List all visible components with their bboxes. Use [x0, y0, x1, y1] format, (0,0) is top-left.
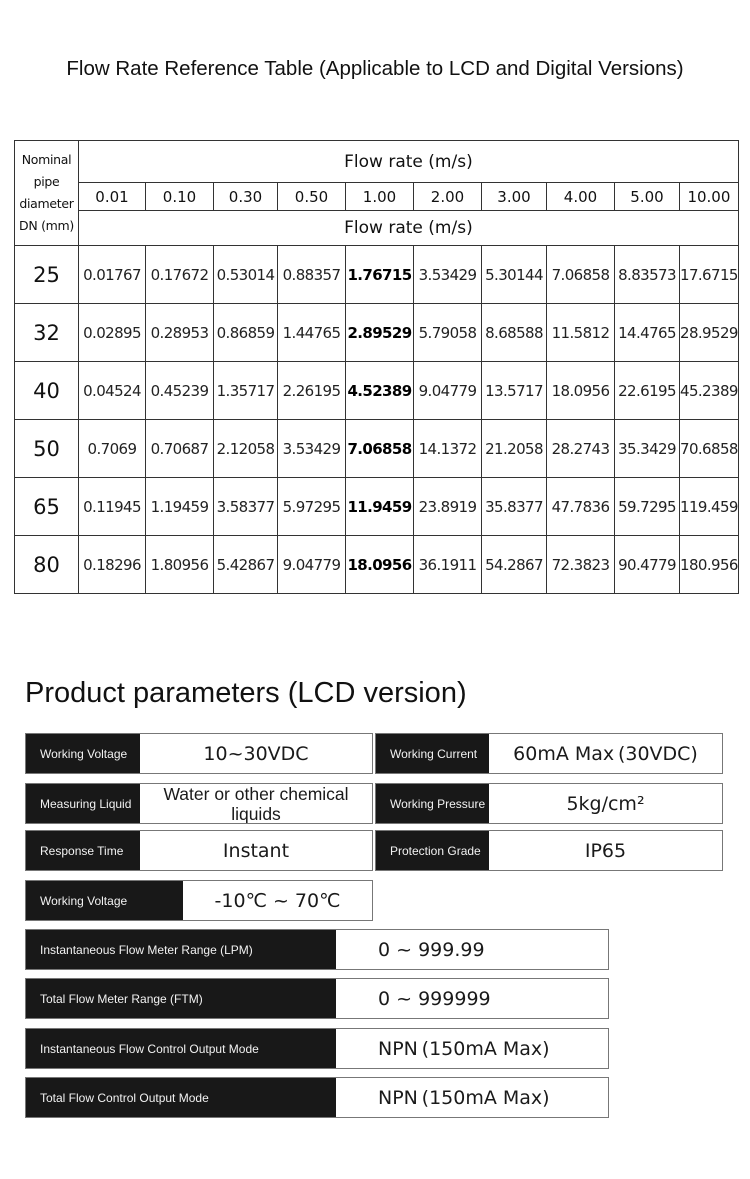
table-cell: 14.4765: [615, 304, 680, 362]
param-working-pressure: [375, 783, 723, 824]
table-cell: 1.35717: [214, 362, 278, 420]
param-value: 10~30VDC: [203, 742, 309, 765]
table-cell: 0.88357: [278, 246, 346, 304]
param-label: Total Flow Control Output Mode: [26, 1078, 336, 1117]
flow-rate-header: Flow rate (m/s): [79, 141, 739, 183]
dn-cell: 32: [15, 304, 79, 362]
table-cell: 90.4779: [615, 536, 680, 594]
param-value: Instant: [222, 839, 290, 862]
param-total-output: [25, 1077, 609, 1118]
table-title: Flow Rate Reference Table (Applicable to LCD and Digital Versions): [66, 57, 684, 80]
table-cell: 5.79058: [414, 304, 482, 362]
param-measuring-liquid: [25, 783, 373, 824]
rate-header-cell: 4.00: [547, 183, 615, 211]
table-cell: 18.0956: [547, 362, 615, 420]
param-label: Working Pressure: [376, 784, 489, 823]
table-cell: 119.459: [680, 478, 739, 536]
param-total-range: [25, 978, 609, 1019]
dn-header: Nominal pipe diameter DN (mm): [15, 141, 79, 246]
rate-header-cell: 3.00: [482, 183, 547, 211]
dn-cell: 40: [15, 362, 79, 420]
table-cell: 5.30144: [482, 246, 547, 304]
table-cell: 7.06858: [346, 420, 414, 478]
rate-header-cell: 5.00: [615, 183, 680, 211]
table-cell: 14.1372: [414, 420, 482, 478]
table-cell: 2.89529: [346, 304, 414, 362]
table-cell: 1.80956: [146, 536, 214, 594]
param-working-voltage: [25, 733, 373, 774]
table-cell: 5.42867: [214, 536, 278, 594]
param-instantaneous-range: [25, 929, 609, 970]
param-label: Working Current: [376, 734, 489, 773]
param-value: Water or other chemical liquids: [163, 783, 349, 824]
table-cell: 23.8919: [414, 478, 482, 536]
table-cell: 13.5717: [482, 362, 547, 420]
table-cell: 1.19459: [146, 478, 214, 536]
rate-header-cell: 0.10: [146, 183, 214, 211]
table-cell: 70.6858: [680, 420, 739, 478]
table-row: [15, 246, 739, 304]
param-label: Instantaneous Flow Meter Range (LPM): [26, 930, 336, 969]
param-instantaneous-output: [25, 1028, 609, 1069]
table-cell: 11.5812: [547, 304, 615, 362]
param-value: -10℃ ~ 70℃: [214, 889, 341, 912]
rate-header-row: [15, 183, 739, 211]
param-value: NPN (150mA Max): [378, 1037, 550, 1060]
table-cell: 0.45239: [146, 362, 214, 420]
table-cell: 11.9459: [346, 478, 414, 536]
table-cell: 72.3823: [547, 536, 615, 594]
dn-cell: 25: [15, 246, 79, 304]
param-value: 5kg/cm²: [566, 792, 645, 815]
table-cell: 18.0956: [346, 536, 414, 594]
dn-cell: 65: [15, 478, 79, 536]
param-protection-grade: [375, 830, 723, 871]
flow-table-body: [15, 246, 739, 594]
param-label: Working Voltage: [26, 734, 140, 773]
table-cell: 59.7295: [615, 478, 680, 536]
table-cell: 22.6195: [615, 362, 680, 420]
param-working-current: [375, 733, 723, 774]
flow-rate-table: [14, 140, 739, 594]
table-cell: 8.68588: [482, 304, 547, 362]
table-cell: 0.04524: [79, 362, 146, 420]
param-value: 0 ~ 999999: [378, 987, 491, 1010]
rate-header-cell: 0.30: [214, 183, 278, 211]
table-cell: 5.97295: [278, 478, 346, 536]
table-cell: 3.53429: [278, 420, 346, 478]
table-row: [15, 536, 739, 594]
table-cell: 35.8377: [482, 478, 547, 536]
param-label: Response Time: [26, 831, 140, 870]
table-cell: 4.52389: [346, 362, 414, 420]
table-cell: 1.76715: [346, 246, 414, 304]
param-temperature: [25, 880, 373, 921]
table-cell: 0.02895: [79, 304, 146, 362]
table-cell: 0.86859: [214, 304, 278, 362]
table-cell: 0.01767: [79, 246, 146, 304]
param-label: Measuring Liquid: [26, 784, 140, 823]
dn-cell: 50: [15, 420, 79, 478]
table-row: [15, 478, 739, 536]
rate-header-cell: 2.00: [414, 183, 482, 211]
table-cell: 0.11945: [79, 478, 146, 536]
flow-rate-header-secondary: Flow rate (m/s): [79, 211, 739, 246]
table-cell: 17.6715: [680, 246, 739, 304]
param-label: Working Voltage: [26, 881, 183, 920]
table-cell: 3.58377: [214, 478, 278, 536]
table-cell: 180.956: [680, 536, 739, 594]
table-cell: 0.17672: [146, 246, 214, 304]
table-cell: 0.70687: [146, 420, 214, 478]
table-cell: 28.2743: [547, 420, 615, 478]
table-cell: 2.12058: [214, 420, 278, 478]
table-cell: 47.7836: [547, 478, 615, 536]
param-label: Total Flow Meter Range (FTM): [26, 979, 336, 1018]
table-cell: 1.44765: [278, 304, 346, 362]
param-value: NPN (150mA Max): [378, 1086, 550, 1109]
table-cell: 9.04779: [278, 536, 346, 594]
rate-header-cell: 0.50: [278, 183, 346, 211]
param-value: 60mA Max (30VDC): [513, 742, 698, 765]
param-label: Protection Grade: [376, 831, 489, 870]
dn-cell: 80: [15, 536, 79, 594]
table-cell: 7.06858: [547, 246, 615, 304]
table-cell: 45.2389: [680, 362, 739, 420]
param-value: IP65: [584, 839, 627, 862]
table-cell: 9.04779: [414, 362, 482, 420]
table-row: [15, 362, 739, 420]
params-heading: Product parameters (LCD version): [25, 677, 467, 709]
param-label: Instantaneous Flow Control Output Mode: [26, 1029, 336, 1068]
param-value: 0 ~ 999.99: [378, 938, 485, 961]
table-cell: 0.53014: [214, 246, 278, 304]
rate-header-cell: 1.00: [346, 183, 414, 211]
table-cell: 0.18296: [79, 536, 146, 594]
rate-header-cell: 0.01: [79, 183, 146, 211]
table-cell: 3.53429: [414, 246, 482, 304]
table-cell: 21.2058: [482, 420, 547, 478]
rate-header-cell: 10.00: [680, 183, 739, 211]
table-cell: 8.83573: [615, 246, 680, 304]
table-cell: 2.26195: [278, 362, 346, 420]
table-cell: 36.1911: [414, 536, 482, 594]
param-response-time: [25, 830, 373, 871]
table-row: [15, 304, 739, 362]
table-cell: 28.9529: [680, 304, 739, 362]
table-row: [15, 420, 739, 478]
table-cell: 0.7069: [79, 420, 146, 478]
table-cell: 35.3429: [615, 420, 680, 478]
table-cell: 0.28953: [146, 304, 214, 362]
table-cell: 54.2867: [482, 536, 547, 594]
